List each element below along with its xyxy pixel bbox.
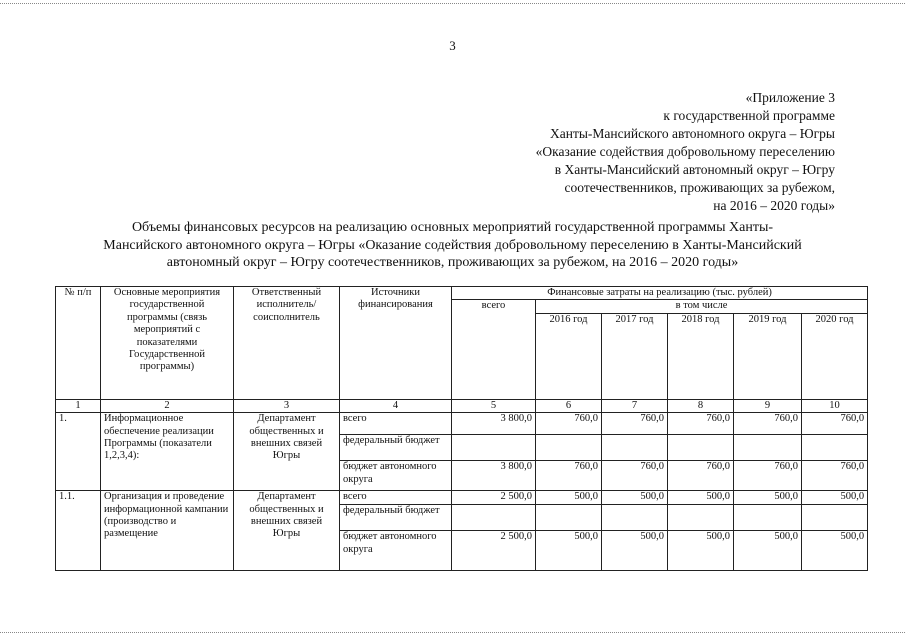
- row-year-value: 500,0: [536, 491, 602, 505]
- row-year-value: 500,0: [734, 531, 802, 571]
- row-source: федеральный бюджет: [340, 505, 452, 531]
- appendix-header: [435, 89, 835, 215]
- col-number: 4: [340, 399, 452, 412]
- row-total: 2 500,0: [452, 531, 536, 571]
- row-executor: Департамент общественных и внешних связей Югры: [234, 491, 340, 571]
- row-year-value: 760,0: [802, 413, 868, 435]
- row-year-value: [602, 435, 668, 461]
- title-line: автономный округ – Югру соотечественников, проживающих за рубежом, на 2016 – 2020 годы»: [166, 255, 739, 270]
- row-executor: Департамент общественных и внешних связей Югры: [234, 413, 340, 491]
- col-number: 1: [56, 399, 101, 412]
- row-source: бюджет автономного округа: [340, 531, 452, 571]
- header-sources: Источники финансирования: [340, 287, 452, 400]
- row-year-value: 760,0: [602, 461, 668, 491]
- row-source: всего: [340, 491, 452, 505]
- header-year-2017: 2017 год: [602, 313, 668, 399]
- row-total: [452, 505, 536, 531]
- header-costs: Финансовые затраты на реализацию (тыс. рублей): [452, 287, 868, 300]
- row-source: федеральный бюджет: [340, 435, 452, 461]
- row-year-value: [802, 435, 868, 461]
- header-executor: Ответственный исполнитель/ соисполнитель: [234, 287, 340, 400]
- header-measures: Основные мероприятия государственной программы (связь мероприятий с показателями Государственной программы): [101, 287, 234, 400]
- row-year-value: [536, 435, 602, 461]
- row-year-value: [734, 435, 802, 461]
- appendix-line: Ханты-Мансийского автономного округа – Югры: [550, 126, 835, 141]
- financial-table: [55, 286, 868, 571]
- appendix-line: на 2016 – 2020 годы»: [713, 198, 835, 213]
- row-year-value: [802, 505, 868, 531]
- title-line: Мансийского автономного округа – Югры «Оказание содействия добровольному переселению в Ханты-Мансийский: [103, 237, 802, 253]
- col-number: 7: [602, 399, 668, 412]
- row-year-value: 760,0: [734, 461, 802, 491]
- row-year-value: 760,0: [536, 413, 602, 435]
- row-num: 1.1.: [56, 491, 101, 571]
- col-number: 2: [101, 399, 234, 412]
- row-year-value: [602, 505, 668, 531]
- table-row: [56, 413, 868, 435]
- col-number: 6: [536, 399, 602, 412]
- row-year-value: 760,0: [536, 461, 602, 491]
- row-year-value: 760,0: [802, 461, 868, 491]
- row-year-value: 500,0: [668, 531, 734, 571]
- row-year-value: 500,0: [668, 491, 734, 505]
- row-total: 2 500,0: [452, 491, 536, 505]
- row-year-value: 500,0: [602, 491, 668, 505]
- header-year-2019: 2019 год: [734, 313, 802, 399]
- row-year-value: [734, 505, 802, 531]
- col-number: 5: [452, 399, 536, 412]
- row-year-value: 500,0: [536, 531, 602, 571]
- row-year-value: 500,0: [734, 491, 802, 505]
- row-total: [452, 435, 536, 461]
- row-year-value: 500,0: [802, 491, 868, 505]
- header-year-2016: 2016 год: [536, 313, 602, 399]
- row-total: 3 800,0: [452, 461, 536, 491]
- table-row: [56, 491, 868, 505]
- scan-top-edge: [0, 3, 905, 4]
- row-year-value: 760,0: [668, 413, 734, 435]
- col-number: 9: [734, 399, 802, 412]
- row-source: всего: [340, 413, 452, 435]
- appendix-line: к государственной программе: [663, 108, 835, 123]
- row-year-value: [668, 505, 734, 531]
- row-year-value: 760,0: [734, 413, 802, 435]
- row-total: 3 800,0: [452, 413, 536, 435]
- row-year-value: 500,0: [802, 531, 868, 571]
- appendix-line: в Ханты-Мансийский автономный округ – Югру: [554, 162, 835, 177]
- row-year-value: [536, 505, 602, 531]
- appendix-line: «Приложение 3: [745, 90, 835, 105]
- row-year-value: 760,0: [602, 413, 668, 435]
- col-number: 8: [668, 399, 734, 412]
- document-title: [45, 219, 860, 272]
- row-source: бюджет автономного округа: [340, 461, 452, 491]
- row-num: 1.: [56, 413, 101, 491]
- header-including: в том числе: [536, 300, 868, 313]
- row-measure: Информационное обеспечение реализации Программы (показатели 1,2,3,4):: [101, 413, 234, 491]
- header-total: всего: [452, 300, 536, 399]
- row-year-value: 500,0: [602, 531, 668, 571]
- row-measure: Организация и проведение информационной кампании (производство и размещение: [101, 491, 234, 571]
- row-year-value: 760,0: [668, 461, 734, 491]
- title-line: Объемы финансовых ресурсов на реализацию основных мероприятий государственной программы Ханты-: [131, 220, 774, 235]
- header-year-2018: 2018 год: [668, 313, 734, 399]
- appendix-line: «Оказание содействия добровольному переселению: [535, 144, 835, 159]
- scan-bottom-edge: [0, 632, 905, 633]
- header-num: № п/п: [56, 287, 101, 400]
- column-number-row: [56, 399, 868, 412]
- appendix-line: соотечественников, проживающих за рубежом,: [564, 180, 835, 195]
- col-number: 10: [802, 399, 868, 412]
- row-year-value: [668, 435, 734, 461]
- page-number: 3: [449, 38, 456, 53]
- header-year-2020: 2020 год: [802, 313, 868, 399]
- col-number: 3: [234, 399, 340, 412]
